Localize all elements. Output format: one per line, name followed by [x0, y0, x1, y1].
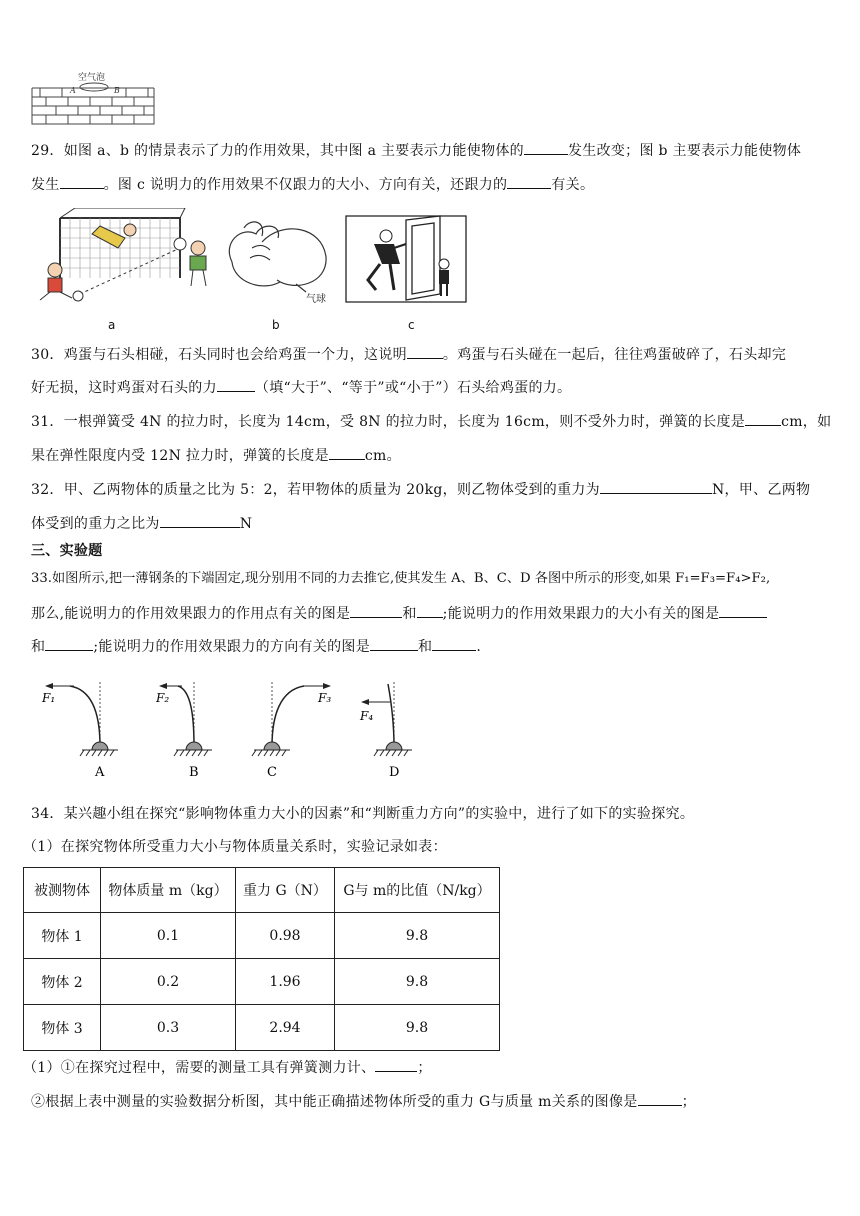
- table-cell: 0.2: [101, 959, 236, 1005]
- q34-after2: ②根据上表中测量的实验数据分析图，其中能正确描述物体所受的重力 G与质量 m关系的图像是 ；: [31, 1091, 696, 1112]
- q34-blank-2[interactable]: [638, 1091, 682, 1106]
- q32-line1: 32．甲、乙两物体的质量之比为 5：2，若甲物体的质量为 20kg，则乙物体受到的重力为 N，甲、乙两物: [31, 479, 810, 500]
- fig-b-strip: [155, 682, 212, 780]
- strip-label-c: C: [267, 765, 277, 780]
- fig-d-strip: [359, 682, 412, 780]
- table-header: 重力 G（N）: [236, 868, 335, 913]
- table-header: 被测物体: [24, 868, 101, 913]
- table-header: G与 m的比值（N/kg）: [335, 868, 500, 913]
- q31-blank-1[interactable]: [745, 411, 781, 426]
- q33-line2: 那么,能说明力的作用效果跟力的作用点有关的图是 和 ;能说明力的作用效果跟力的大小有关的图是: [31, 603, 767, 624]
- q33-blank-6[interactable]: [432, 636, 476, 651]
- q33-blank-3[interactable]: [719, 603, 767, 618]
- q32-blank-1[interactable]: [600, 479, 712, 494]
- q30-blank-1[interactable]: [407, 344, 443, 359]
- q31-line1: 31．一根弹簧受 4N 的拉力时，长度为 14cm，受 8N 的拉力时，长度为 16cm，则不受外力时，弹簧的长度是 cm，如: [31, 411, 831, 432]
- table-cell: 物体 1: [24, 913, 101, 959]
- table-cell: 0.3: [101, 1005, 236, 1051]
- q30-line1: 30．鸡蛋与石头相碰，石头同时也会给鸡蛋一个力，这说明 。鸡蛋与石头碰在一起后，往往鸡蛋破碎了，石头却完: [31, 344, 786, 365]
- q31-line2: 果在弹性限度内受 12N 拉力时，弹簧的长度是 cm。: [31, 445, 401, 466]
- table-cell: 0.98: [236, 913, 335, 959]
- q34-intro: 34．某兴趣小组在探究“影响物体重力大小的因素”和“判断重力方向”的实验中，进行了如下的实验探究。: [31, 806, 695, 822]
- force-label-b: F₂: [156, 691, 170, 705]
- table-header-row: [24, 868, 500, 913]
- force-label-c: F₃: [318, 691, 332, 705]
- table-header: 物体质量 m（kg）: [101, 868, 236, 913]
- table-cell: 物体 3: [24, 1005, 101, 1051]
- table-row: [24, 913, 500, 959]
- q29-line1: 29．如图 a、b 的情景表示了力的作用效果，其中图 a 主要表示力能使物体的 发生改变；图 b 主要表示力能使物体: [31, 140, 801, 161]
- fig-a-strip: [41, 682, 118, 780]
- table-cell: 9.8: [335, 959, 500, 1005]
- q29-blank-2[interactable]: [60, 174, 104, 189]
- strip-label-a: A: [95, 765, 105, 780]
- section-heading: 三、实验题: [31, 543, 103, 559]
- q33-line1: 33.如图所示,把一薄钢条的下端固定,现分别用不同的力去推它,使其发生 A、B、C、D 各图中所示的形变,如果 F₁=F₃=F₄>F₂,: [31, 571, 771, 586]
- table-row: [24, 959, 500, 1005]
- q34-sub1: （1）在探究物体所受重力大小与物体质量关系时，实验记录如表：: [23, 839, 447, 855]
- bubble-label: 空气泡: [78, 73, 106, 83]
- force-label-d: F₄: [360, 709, 374, 723]
- q34-after1: （1）①在探究过程中，需要的测量工具有弹簧测力计、 ；: [23, 1057, 432, 1078]
- steel-strip-figures: [38, 676, 438, 786]
- q33-blank-2[interactable]: [417, 603, 443, 618]
- table-cell: 9.8: [335, 913, 500, 959]
- balloon-label: 气球: [306, 294, 326, 304]
- table-row: [24, 1005, 500, 1051]
- data-table: [23, 867, 500, 1051]
- door-figure: [344, 214, 468, 304]
- wall-bubble-figure: [28, 70, 158, 126]
- label-a: A: [70, 86, 76, 95]
- q30-line2: 好无损，这时鸡蛋对石头的力 （填“大于”、“等于”或“小于”）石头给鸡蛋的力。: [31, 377, 571, 398]
- q33-blank-5[interactable]: [370, 636, 418, 651]
- q33-blank-1[interactable]: [350, 603, 402, 618]
- soccer-figure: [30, 208, 220, 303]
- table-cell: 物体 2: [24, 959, 101, 1005]
- q29-blank-3[interactable]: [507, 174, 551, 189]
- q33-blank-4[interactable]: [45, 636, 93, 651]
- table-cell: 0.1: [101, 913, 236, 959]
- q29-blank-1[interactable]: [524, 140, 568, 155]
- force-label-a: F₁: [42, 691, 56, 705]
- q32-line2: 体受到的重力之比为 N: [31, 513, 252, 534]
- q31-blank-2[interactable]: [329, 445, 365, 460]
- fig-c-label: c: [408, 318, 415, 332]
- q34-blank-1[interactable]: [375, 1057, 417, 1072]
- table-cell: 2.94: [236, 1005, 335, 1051]
- strip-label-d: D: [389, 765, 400, 780]
- table-cell: 1.96: [236, 959, 335, 1005]
- balloon-figure: [222, 212, 332, 304]
- q30-blank-2[interactable]: [217, 377, 255, 392]
- q33-line3: 和 ;能说明力的作用效果跟力的方向有关的图是 和 .: [31, 636, 481, 657]
- fig-a-label: a: [108, 318, 116, 332]
- q32-blank-2[interactable]: [160, 513, 240, 528]
- q29-line2: 发生 。图 c 说明力的作用效果不仅跟力的大小、方向有关，还跟力的 有关。: [31, 174, 594, 195]
- fig-b-label: b: [272, 318, 280, 332]
- label-b: B: [114, 86, 120, 95]
- fig-c-strip: [252, 682, 331, 780]
- strip-label-b: B: [189, 765, 199, 780]
- table-cell: 9.8: [335, 1005, 500, 1051]
